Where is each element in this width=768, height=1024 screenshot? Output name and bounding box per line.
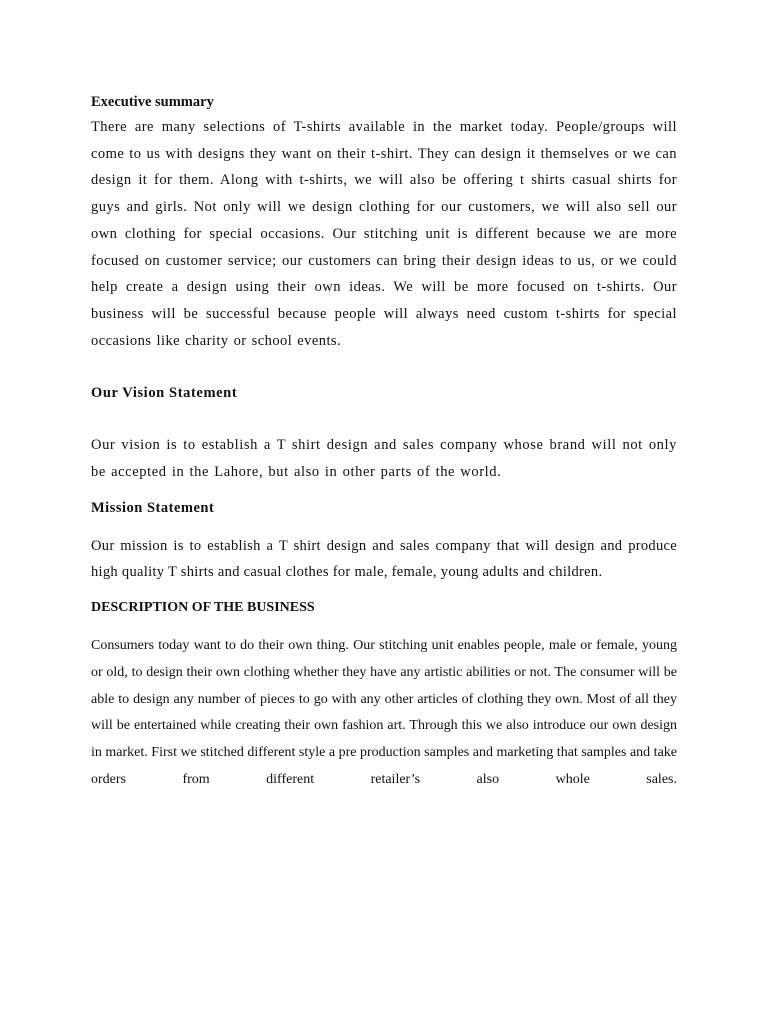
- mission-statement-heading: Mission Statement: [91, 499, 215, 516]
- document-content: [91, 90, 677, 793]
- vision-statement-paragraph: Our vision is to establish a T shirt design and sales company whose brand will not only be accepted in the Lahore, but also in other parts of the world.: [91, 437, 677, 481]
- executive-summary-heading: Executive summary: [91, 94, 214, 110]
- mission-statement-paragraph: Our mission is to establish a T shirt design and sales company that will design and produce high quality T shirts and casual clothes for male, female, young adults and children.: [91, 537, 677, 581]
- vision-statement-heading: Our Vision Statement: [91, 385, 238, 402]
- business-description-heading: DESCRIPTION OF THE BUSINESS: [91, 600, 315, 616]
- executive-summary-paragraph: There are many selections of T-shirts available in the market today. People/groups will come to us with designs they want on their t-shirt. They can design it themselves or we can design it for them. Along with t-shirts, we will also be offering t shirts casual shirts for guys and girls. Not only will we design clothing for our customers, we will also sell our own clothing for special occasions. Our stitching unit is different because we are more focused on customer service; our customers can bring their design ideas to us, or we could help create a design using their own ideas. We will be more focused on t-shirts. Our business will be successful because people will always need custom t-shirts for special occasions like charity or school events.: [91, 119, 678, 349]
- business-description-paragraph: Consumers today want to do their own thing. Our stitching unit enables people, male or female, young or old, to design their own clothing whether they have any artistic abilities or not. The consumer will be able to design any number of pieces to go with any other articles of clothing they own. Most of all they will be entertained while creating their own fashion art. Through this we also introduce our own design in market. First we stitched different style a pre production samples and marketing that samples and take orders from different retailer’s also whole sales.: [91, 638, 677, 787]
